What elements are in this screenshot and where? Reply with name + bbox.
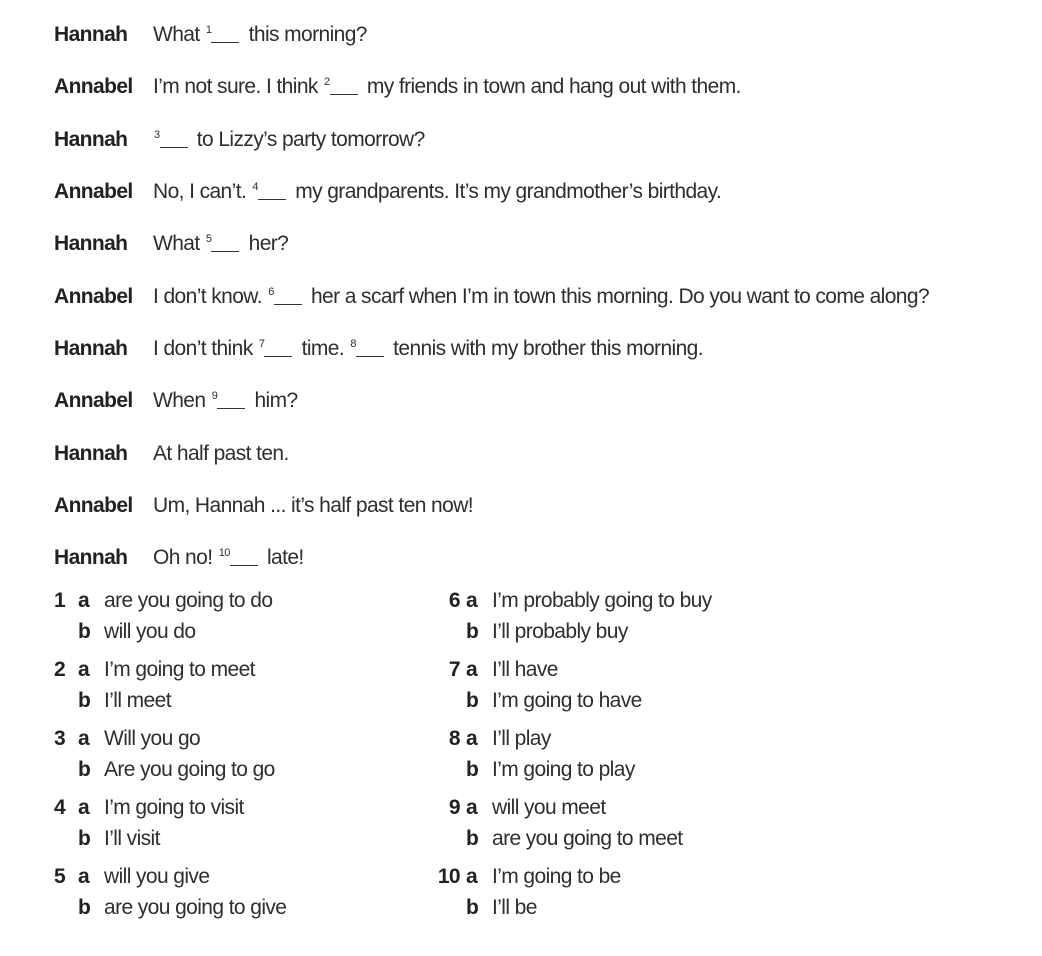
option-group (428, 724, 808, 793)
text-segment: I don’t know. (153, 284, 268, 308)
option-letter: b (466, 619, 479, 643)
speaker-name: Hannah (54, 546, 128, 570)
option-a[interactable] (428, 862, 808, 893)
line-text (153, 128, 1014, 152)
option-letter: a (466, 727, 478, 751)
option-text: I’m going to be (492, 865, 621, 889)
text-segment: tennis with my brother this morning. (387, 336, 703, 360)
answer-blank[interactable] (330, 80, 358, 95)
option-b[interactable] (54, 893, 434, 924)
option-letter: b (466, 895, 479, 919)
question-number: 3 (54, 727, 66, 751)
option-text: I’ll have (492, 658, 558, 682)
speaker-name: Annabel (54, 389, 133, 413)
option-letter: b (78, 688, 91, 712)
dialogue-line (54, 270, 1014, 322)
line-text (153, 442, 1014, 466)
option-text: will you give (104, 865, 210, 889)
option-group (54, 793, 434, 862)
option-letter: b (466, 688, 479, 712)
option-b[interactable] (54, 824, 434, 855)
option-a[interactable] (54, 655, 434, 686)
option-letter: b (78, 895, 91, 919)
dialogue-line (54, 323, 1014, 375)
text-segment: No, I can’t. (153, 180, 252, 204)
option-text: I’m going to have (492, 688, 642, 712)
text-segment: her? (243, 232, 289, 256)
option-group (428, 655, 808, 724)
text-segment: my friends in town and hang out with them. (361, 75, 741, 99)
question-number: 5 (54, 865, 66, 889)
gap-number: 8 (350, 337, 356, 350)
speaker-name: Annabel (54, 75, 133, 99)
text-segment: time. (296, 336, 350, 360)
dialogue-line (54, 9, 1014, 61)
text-segment: Um, Hannah ... it’s half past ten now! (153, 493, 473, 517)
option-b[interactable] (428, 824, 808, 855)
option-text: I’ll be (492, 895, 537, 919)
gap-number: 4 (252, 181, 258, 194)
line-text (153, 232, 1014, 256)
option-a[interactable] (428, 586, 808, 617)
option-letter: a (78, 589, 90, 613)
option-a[interactable] (54, 793, 434, 824)
dialogue-line (54, 532, 1014, 584)
dialogue-line (54, 427, 1014, 479)
option-letter: a (466, 796, 478, 820)
option-text: I’m probably going to buy (492, 589, 712, 613)
text-segment: What (153, 232, 205, 256)
option-group (428, 586, 808, 655)
text-segment: Oh no! (153, 546, 218, 570)
text-segment: this morning? (243, 23, 367, 47)
speaker-name: Annabel (54, 180, 133, 204)
option-b[interactable] (428, 755, 808, 786)
question-number: 9 (448, 796, 460, 820)
speaker-name: Annabel (54, 493, 133, 517)
option-letter: b (466, 757, 479, 781)
dialogue-line (54, 166, 1014, 218)
gap-number: 1 (205, 24, 212, 37)
option-text: I’ll meet (104, 688, 171, 712)
option-letter: b (78, 757, 91, 781)
dialogue-line (54, 218, 1014, 270)
line-text (153, 180, 1014, 204)
option-text: will you do (104, 619, 196, 643)
text-segment: I don’t think (153, 336, 258, 360)
options-column-left (54, 586, 434, 931)
line-text (153, 494, 1014, 518)
answer-blank[interactable] (230, 551, 258, 566)
option-group (54, 586, 434, 655)
answer-blank[interactable] (211, 237, 239, 252)
dialogue-line (54, 61, 1014, 113)
option-b[interactable] (54, 755, 434, 786)
option-group (428, 793, 808, 862)
gap-number: 2 (324, 76, 330, 89)
option-letter: b (466, 826, 479, 850)
option-letter: a (466, 865, 478, 889)
answer-blank[interactable] (264, 342, 292, 357)
option-group (428, 862, 808, 931)
option-a[interactable] (54, 586, 434, 617)
option-a[interactable] (428, 724, 808, 755)
option-letter: b (78, 619, 91, 643)
answer-blank[interactable] (356, 342, 384, 357)
option-b[interactable] (428, 893, 808, 924)
option-group (54, 655, 434, 724)
question-number: 8 (448, 727, 460, 751)
gap-number: 9 (211, 390, 218, 403)
text-segment: When (153, 389, 211, 413)
option-text: are you going to give (104, 895, 287, 919)
option-text: I’ll probably buy (492, 619, 628, 643)
line-text (153, 285, 1014, 309)
text-segment: late! (261, 546, 304, 570)
text-segment: At half past ten. (153, 441, 289, 465)
option-text: will you meet (492, 796, 606, 820)
option-letter: a (78, 727, 90, 751)
gap-number: 7 (258, 337, 265, 350)
speaker-name: Annabel (54, 284, 133, 308)
text-segment: I’m not sure. I think (153, 75, 324, 99)
text-segment: my grandparents. It’s my grandmother’s birthday. (289, 180, 722, 204)
dialogue-line (54, 375, 1014, 427)
gap-number: 10 (218, 547, 230, 560)
option-letter: a (78, 796, 90, 820)
line-text (153, 337, 1014, 361)
option-a[interactable] (54, 862, 434, 893)
speaker-name: Hannah (54, 336, 128, 360)
dialogue-line (54, 114, 1014, 166)
option-text: are you going to do (104, 589, 273, 613)
line-text (153, 75, 1014, 99)
text-segment: What (153, 23, 205, 47)
dialogue (54, 9, 1014, 584)
option-text: I’m going to visit (104, 796, 244, 820)
question-number: 6 (448, 589, 460, 613)
option-group (54, 724, 434, 793)
question-number: 4 (54, 796, 66, 820)
question-number: 10 (437, 865, 460, 889)
option-letter: a (466, 658, 478, 682)
question-number: 7 (448, 658, 460, 682)
options-column-right (428, 586, 808, 931)
option-letter: a (78, 658, 90, 682)
speaker-name: Hannah (54, 127, 128, 151)
question-number: 2 (54, 658, 66, 682)
option-text: I’m going to play (492, 757, 635, 781)
gap-number: 5 (205, 233, 212, 246)
option-letter: b (78, 826, 91, 850)
option-a[interactable] (428, 655, 808, 686)
gap-number: 3 (154, 128, 160, 141)
option-b[interactable] (428, 617, 808, 648)
line-text (153, 389, 1014, 413)
gap-number: 6 (268, 285, 274, 298)
option-letter: a (466, 589, 478, 613)
option-text: I’m going to meet (104, 658, 255, 682)
option-a[interactable] (54, 724, 434, 755)
option-b[interactable] (54, 686, 434, 717)
answer-blank[interactable] (160, 133, 188, 148)
speaker-name: Hannah (54, 441, 128, 465)
dialogue-line (54, 480, 1014, 532)
answer-blank[interactable] (217, 394, 245, 409)
line-text (153, 546, 1014, 570)
option-a[interactable] (428, 793, 808, 824)
option-group (54, 862, 434, 931)
option-b[interactable] (54, 617, 434, 648)
option-text: I’ll visit (104, 826, 160, 850)
option-letter: a (78, 865, 90, 889)
option-text: are you going to meet (492, 826, 683, 850)
speaker-name: Hannah (54, 23, 128, 47)
option-text: Are you going to go (104, 757, 275, 781)
speaker-name: Hannah (54, 232, 128, 256)
answer-blank[interactable] (274, 290, 302, 305)
option-text: I’ll play (492, 727, 551, 751)
text-segment: her a scarf when I’m in town this morning. Do you want to come along? (305, 284, 930, 308)
question-number: 1 (54, 589, 66, 613)
answer-blank[interactable] (258, 185, 286, 200)
option-b[interactable] (428, 686, 808, 717)
option-text: Will you go (104, 727, 201, 751)
line-text (153, 23, 1014, 47)
text-segment: to Lizzy’s party tomorrow? (191, 127, 425, 151)
text-segment: him? (249, 389, 298, 413)
answer-blank[interactable] (211, 28, 239, 43)
